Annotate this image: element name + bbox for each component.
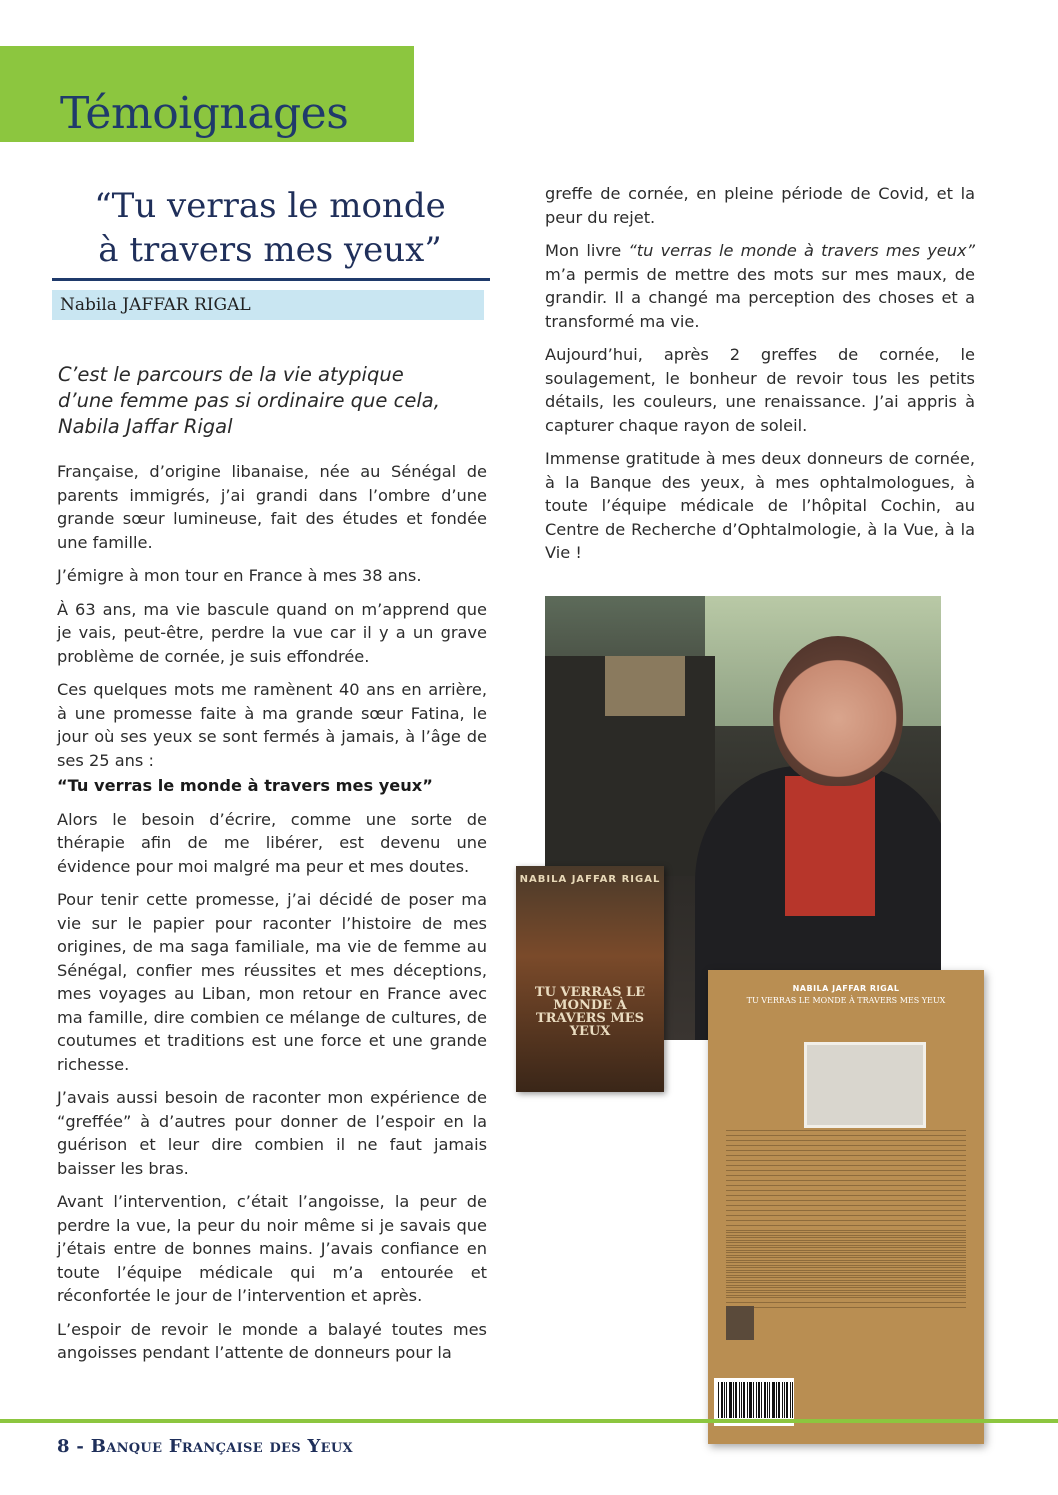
- paragraph: Avant l’intervention, c’était l’angoisse, la peur de perdre la vue, la peur du noir même si je savais que j’étais entre de bonnes mains. J’avais confiance en toute l’équipe médicale qui m’a entourée et réconfortée le jour de l’intervention et après.: [57, 1192, 487, 1305]
- column-left: [57, 460, 487, 1375]
- barcode-stripe: [747, 1382, 748, 1418]
- paragraph: J’émigre à mon tour en France à mes 38 ans.: [57, 566, 422, 585]
- column-right: [545, 182, 975, 575]
- barcode-stripe: [761, 1382, 762, 1418]
- paragraph: Aujourd’hui, après 2 greffes de cornée, le soulagement, le bonheur de revoir tous les petits détails, les couleurs, une renaissance. J’ai appris à capturer chaque rayon de soleil.: [545, 345, 975, 435]
- barcode-stripe: [735, 1382, 737, 1418]
- barcode-stripe: [790, 1382, 791, 1418]
- barcode-stripe: [718, 1382, 719, 1418]
- barcode-stripe: [772, 1382, 775, 1418]
- paragraph: L’espoir de revoir le monde a balayé toutes mes angoisses pendant l’attente de donneurs pour la: [57, 1319, 487, 1362]
- title-rule: [52, 278, 490, 281]
- paragraph: greffe de cornée, en pleine période de Covid, et la peur du rejet.: [545, 184, 975, 227]
- footer-rule: [0, 1419, 1058, 1423]
- barcode-stripe: [741, 1382, 742, 1418]
- barcode-stripe: [733, 1382, 734, 1418]
- barcode-stripe: [739, 1382, 740, 1418]
- barcode-stripe: [729, 1382, 732, 1418]
- barcode-stripe: [778, 1382, 780, 1418]
- barcode-stripe: [743, 1382, 745, 1418]
- article-title: [52, 184, 488, 272]
- book-back-author: NABILA JAFFAR RIGAL: [792, 984, 900, 993]
- book-back-text: [726, 1232, 966, 1312]
- article-intro: C’est le parcours de la vie atypique d’une femme pas si ordinaire que cela, Nabila Jaffar Rigal: [58, 363, 440, 438]
- text: m’a permis de mettre des mots sur mes maux, de grandir. Il a changé ma perception des choses et a transformé ma vie.: [545, 264, 975, 331]
- paragraph: Ces quelques mots me ramènent 40 ans en arrière, à une promesse faite à ma grande sœur Fatina, le jour où ses yeux se sont fermés à jamais, à l’âge de ses 25 ans :: [57, 680, 487, 770]
- paragraph: J’avais aussi besoin de raconter mon expérience de “greffée” à d’autres pour donner de l’espoir en la guérison et leur dire combien il ne faut jamais baisser les bras.: [57, 1088, 487, 1178]
- barcode-stripe: [769, 1382, 770, 1418]
- barcode-stripe: [767, 1382, 768, 1418]
- barcode-stripe: [776, 1382, 777, 1418]
- paragraph: Pour tenir cette promesse, j’ai décidé de poser ma vie sur le papier pour raconter l’histoire de mes origines, de ma saga familiale, ma vie de femme au Sénégal, confier mes réussites et mes déceptions, mes voyages au Liban, mon retour en France avec ma famille, dire combien ce mélange de cultures, de coutumes et traditions est une force et une grande richesse.: [57, 890, 487, 1074]
- article-title-line1: “Tu verras le monde: [94, 186, 446, 226]
- barcode-stripe: [764, 1382, 766, 1418]
- paragraph: Alors le besoin d’écrire, comme une sorte de thérapie afin de me libérer, est devenu une évidence pour moi malgré ma peur et mes doutes.: [57, 809, 487, 876]
- page-footer: 8 - Banque Française des Yeux: [57, 1436, 353, 1457]
- book-front-cover: [516, 866, 664, 1092]
- book-title-italic: “tu verras le monde à travers mes yeux”: [628, 241, 975, 260]
- book-back-title: TU VERRAS LE MONDE À TRAVERS MES YEUX: [746, 996, 946, 1005]
- paragraph: À 63 ans, ma vie bascule quand on m’apprend que je vais, peut-être, perdre la vue car il y a un grave problème de cornée, je suis effondrée.: [57, 599, 487, 666]
- barcode-stripe: [721, 1382, 723, 1418]
- paragraph: Immense gratitude à mes deux donneurs de cornée, à la Banque des yeux, à mes ophtalmologues, à toute l’équipe médicale de l’hôpital Cochin, au Centre de Recherche d’Ophtalmologie, à la Vue, à la Vie !: [545, 449, 975, 562]
- paragraph: Française, d’origine libanaise, née au Sénégal de parents immigrés, j’ai grandi dans l’ombre d’une grande sœur lumineuse, fait des études et fondée une famille.: [57, 462, 487, 552]
- barcode-stripe: [792, 1382, 793, 1418]
- photo-face: [773, 636, 903, 786]
- barcode-stripe: [749, 1382, 752, 1418]
- barcode-stripe: [724, 1382, 725, 1418]
- text: Mon livre: [545, 241, 629, 260]
- barcode-stripe: [758, 1382, 760, 1418]
- barcode-stripe: [756, 1382, 757, 1418]
- barcode-stripe: [726, 1382, 727, 1418]
- book-back-photo: [804, 1042, 926, 1128]
- book-back-cover: [708, 970, 984, 1444]
- book-back-author-thumb: [726, 1306, 754, 1340]
- barcode-stripe: [753, 1382, 754, 1418]
- barcode-stripe: [784, 1382, 785, 1418]
- paragraph: [545, 239, 975, 333]
- article-title-line2: à travers mes yeux”: [98, 230, 442, 270]
- barcode-stripe: [786, 1382, 788, 1418]
- section-title: Témoignages: [60, 88, 349, 139]
- author-byline: Nabila JAFFAR RIGAL: [52, 290, 484, 320]
- photo-poster: [605, 656, 685, 716]
- book-front-author: NABILA JAFFAR RIGAL: [519, 874, 661, 885]
- photo-shirt: [785, 776, 875, 916]
- pull-quote: “Tu verras le monde à travers mes yeux”: [57, 776, 433, 795]
- barcode-stripe: [782, 1382, 783, 1418]
- book-front-title: TU VERRAS LE MONDE À TRAVERS MES YEUX: [534, 985, 646, 1039]
